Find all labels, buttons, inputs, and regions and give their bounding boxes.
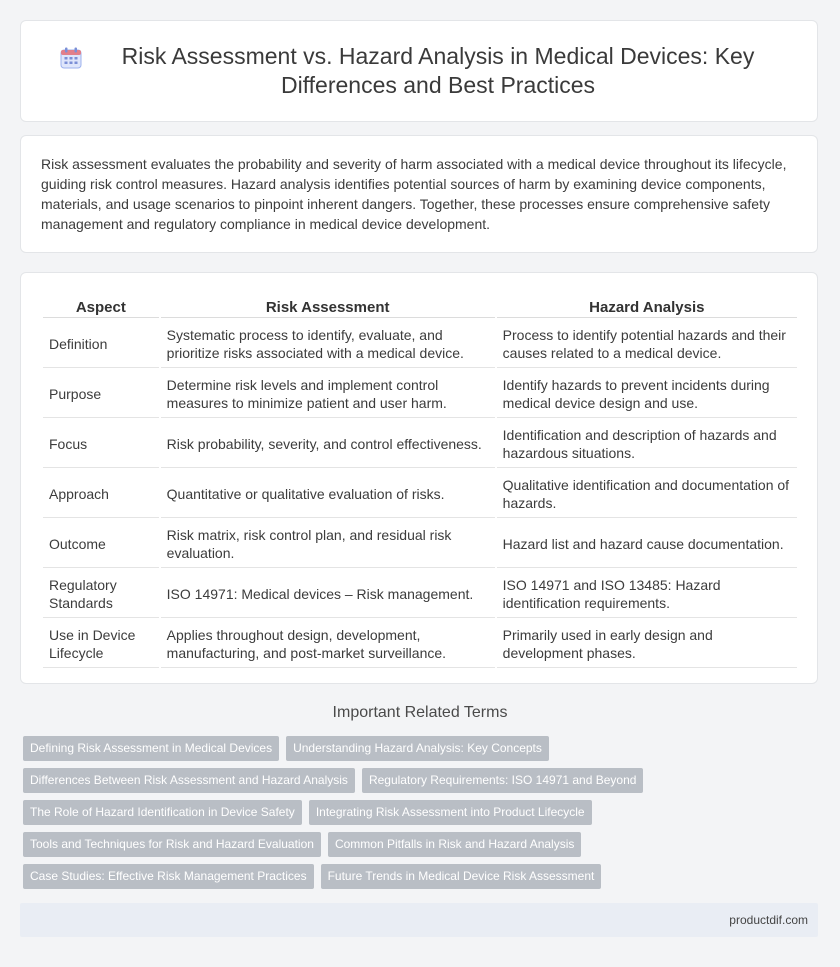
comparison-table (41, 295, 799, 670)
related-terms-title: Important Related Terms (332, 704, 508, 721)
aspect-cell: Definition (43, 320, 159, 368)
comparison-card (20, 272, 818, 684)
table-row (43, 570, 797, 618)
column-header-risk-assessment: Risk Assessment (161, 297, 495, 318)
table-row (43, 620, 797, 668)
aspect-cell: Outcome (43, 520, 159, 568)
column-header-hazard-analysis: Hazard Analysis (497, 297, 797, 318)
table-row (43, 520, 797, 568)
table-header-row (43, 297, 797, 318)
related-term-tag[interactable]: Future Trends in Medical Device Risk Assessment (321, 864, 602, 889)
footer-site-link[interactable]: productdif.com (729, 913, 808, 927)
aspect-cell: Use in Device Lifecycle (43, 620, 159, 668)
intro-text: Risk assessment evaluates the probability and severity of harm associated with a medical device throughout its lifecycle, guiding risk control measures. Hazard analysis identifies potential sources of harm by examining device components, materials, and usage scenarios to pinpoint inherent dangers. Together, these processes ensure comprehensive safety management and regulatory compliance in medical device development. (41, 156, 787, 232)
risk-assessment-cell: Applies throughout design, development, manufacturing, and post-market surveillance. (161, 620, 495, 668)
related-term-tag[interactable]: Tools and Techniques for Risk and Hazard Evaluation (23, 832, 321, 857)
related-term-tag[interactable]: Understanding Hazard Analysis: Key Concepts (286, 736, 549, 761)
page-title: Risk Assessment vs. Hazard Analysis in Medical Devices: Key Differences and Best Practices (121, 43, 755, 98)
related-term-tag[interactable]: Differences Between Risk Assessment and Hazard Analysis (23, 768, 355, 793)
hazard-analysis-cell: Primarily used in early design and development phases. (497, 620, 797, 668)
footer (20, 903, 818, 937)
risk-assessment-cell: Risk matrix, risk control plan, and residual risk evaluation. (161, 520, 495, 568)
risk-assessment-cell: ISO 14971: Medical devices – Risk management. (161, 570, 495, 618)
calendar-icon (59, 46, 83, 70)
aspect-cell: Approach (43, 470, 159, 518)
intro-card (20, 135, 818, 253)
aspect-cell: Focus (43, 420, 159, 468)
hazard-analysis-cell: Qualitative identification and documentation of hazards. (497, 470, 797, 518)
hazard-analysis-cell: Hazard list and hazard cause documentation. (497, 520, 797, 568)
related-term-tag[interactable]: Regulatory Requirements: ISO 14971 and Beyond (362, 768, 644, 793)
table-row (43, 420, 797, 468)
risk-assessment-cell: Determine risk levels and implement control measures to minimize patient and user harm. (161, 370, 495, 418)
related-term-tag[interactable]: Integrating Risk Assessment into Product Lifecycle (309, 800, 592, 825)
related-term-tag[interactable]: Case Studies: Effective Risk Management Practices (23, 864, 314, 889)
hazard-analysis-cell: ISO 14971 and ISO 13485: Hazard identification requirements. (497, 570, 797, 618)
hazard-analysis-cell: Identification and description of hazards and hazardous situations. (497, 420, 797, 468)
table-row (43, 370, 797, 418)
related-term-tag[interactable]: Defining Risk Assessment in Medical Devices (23, 736, 279, 761)
related-term-tag[interactable]: Common Pitfalls in Risk and Hazard Analysis (328, 832, 581, 857)
related-term-tag[interactable]: The Role of Hazard Identification in Device Safety (23, 800, 302, 825)
hazard-analysis-cell: Identify hazards to prevent incidents during medical device design and use. (497, 370, 797, 418)
related-terms-list (23, 736, 823, 896)
table-row (43, 470, 797, 518)
aspect-cell: Purpose (43, 370, 159, 418)
aspect-cell: Regulatory Standards (43, 570, 159, 618)
header-card (20, 20, 818, 122)
risk-assessment-cell: Quantitative or qualitative evaluation of risks. (161, 470, 495, 518)
hazard-analysis-cell: Process to identify potential hazards and their causes related to a medical device. (497, 320, 797, 368)
column-header-aspect: Aspect (43, 297, 159, 318)
table-row (43, 320, 797, 368)
risk-assessment-cell: Risk probability, severity, and control effectiveness. (161, 420, 495, 468)
risk-assessment-cell: Systematic process to identify, evaluate, and prioritize risks associated with a medical device. (161, 320, 495, 368)
